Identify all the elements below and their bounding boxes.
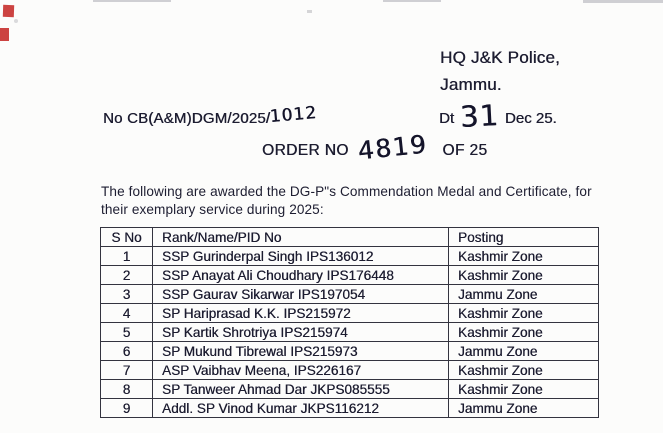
cell-s-no: 1	[101, 247, 153, 266]
reference-number-line	[103, 102, 318, 128]
cell-rank-name-pid: SP Kartik Shrotriya IPS215974	[153, 323, 449, 342]
reference-number-label: No CB(A&M)DGM/2025/	[103, 110, 271, 127]
table-row	[101, 399, 599, 418]
cell-posting: Jammu Zone	[449, 342, 599, 361]
header-rank-name-pid: Rank/Name/PID No	[153, 228, 449, 247]
cell-s-no: 2	[101, 266, 153, 285]
letterhead-place: Jammu.	[440, 75, 502, 94]
cell-rank-name-pid: SP Tanweer Ahmad Dar JKPS085555	[153, 380, 449, 399]
table-row	[101, 285, 599, 304]
cell-s-no: 5	[101, 323, 153, 342]
scan-smudge	[93, 0, 171, 2]
header-posting: Posting	[449, 228, 599, 247]
cell-posting: Kashmir Zone	[449, 247, 599, 266]
scan-smudge	[583, 0, 663, 3]
awards-table	[100, 227, 599, 418]
cell-posting: Kashmir Zone	[449, 304, 599, 323]
table-row	[101, 323, 599, 342]
scan-smudge	[383, 0, 441, 2]
table-row	[101, 361, 599, 380]
body-line-2: their exemplary service during 2025:	[101, 202, 324, 217]
table-row	[101, 304, 599, 323]
date-month-year: Dec 25.	[504, 109, 557, 127]
cell-s-no: 7	[101, 361, 153, 380]
cell-rank-name-pid: SP Mukund Tibrewal IPS215973	[153, 342, 449, 361]
order-number-handwritten: 4819	[356, 129, 429, 166]
table-row	[101, 266, 599, 285]
date-line	[439, 100, 557, 136]
cell-rank-name-pid: ASP Vaibhav Meena, IPS226167	[153, 361, 449, 380]
red-ink-mark	[3, 5, 14, 17]
date-day-handwritten: 31	[459, 98, 500, 134]
table-header-row	[101, 228, 599, 247]
letterhead-org: HQ J&K Police,	[440, 48, 560, 67]
order-number-line	[262, 129, 488, 166]
scan-smudge	[14, 19, 18, 23]
cell-posting: Kashmir Zone	[449, 361, 599, 380]
order-prefix: ORDER NO	[262, 141, 349, 159]
cell-s-no: 6	[101, 342, 153, 361]
cell-rank-name-pid: SSP Gaurav Sikarwar IPS197054	[153, 285, 449, 304]
cell-rank-name-pid: SSP Gurinderpal Singh IPS136012	[153, 247, 449, 266]
table-row	[101, 342, 599, 361]
cell-posting: Kashmir Zone	[449, 323, 599, 342]
cell-s-no: 8	[101, 380, 153, 399]
cell-s-no: 9	[101, 399, 153, 418]
table-row	[101, 247, 599, 266]
cell-posting: Jammu Zone	[449, 399, 599, 418]
cell-rank-name-pid: SP Hariprasad K.K. IPS215972	[153, 304, 449, 323]
cell-posting: Jammu Zone	[449, 285, 599, 304]
cell-s-no: 3	[101, 285, 153, 304]
header-s-no: S No	[101, 228, 153, 247]
cell-posting: Kashmir Zone	[449, 380, 599, 399]
reference-number-handwritten: 1012	[269, 102, 318, 128]
body-paragraph	[101, 183, 606, 219]
order-suffix: OF 25	[442, 141, 488, 159]
red-ink-mark	[0, 28, 9, 41]
date-label: Dt	[439, 109, 454, 127]
letterhead	[440, 44, 560, 98]
cell-rank-name-pid: SSP Anayat Ali Choudhary IPS176448	[153, 266, 449, 285]
cell-rank-name-pid: Addl. SP Vinod Kumar JKPS116212	[153, 399, 449, 418]
body-line-1: The following are awarded the DG-P"s Commendation Medal and Certificate, for	[101, 184, 592, 199]
cell-s-no: 4	[101, 304, 153, 323]
cell-posting: Kashmir Zone	[449, 266, 599, 285]
scan-smudge	[307, 10, 312, 13]
table-row	[101, 380, 599, 399]
